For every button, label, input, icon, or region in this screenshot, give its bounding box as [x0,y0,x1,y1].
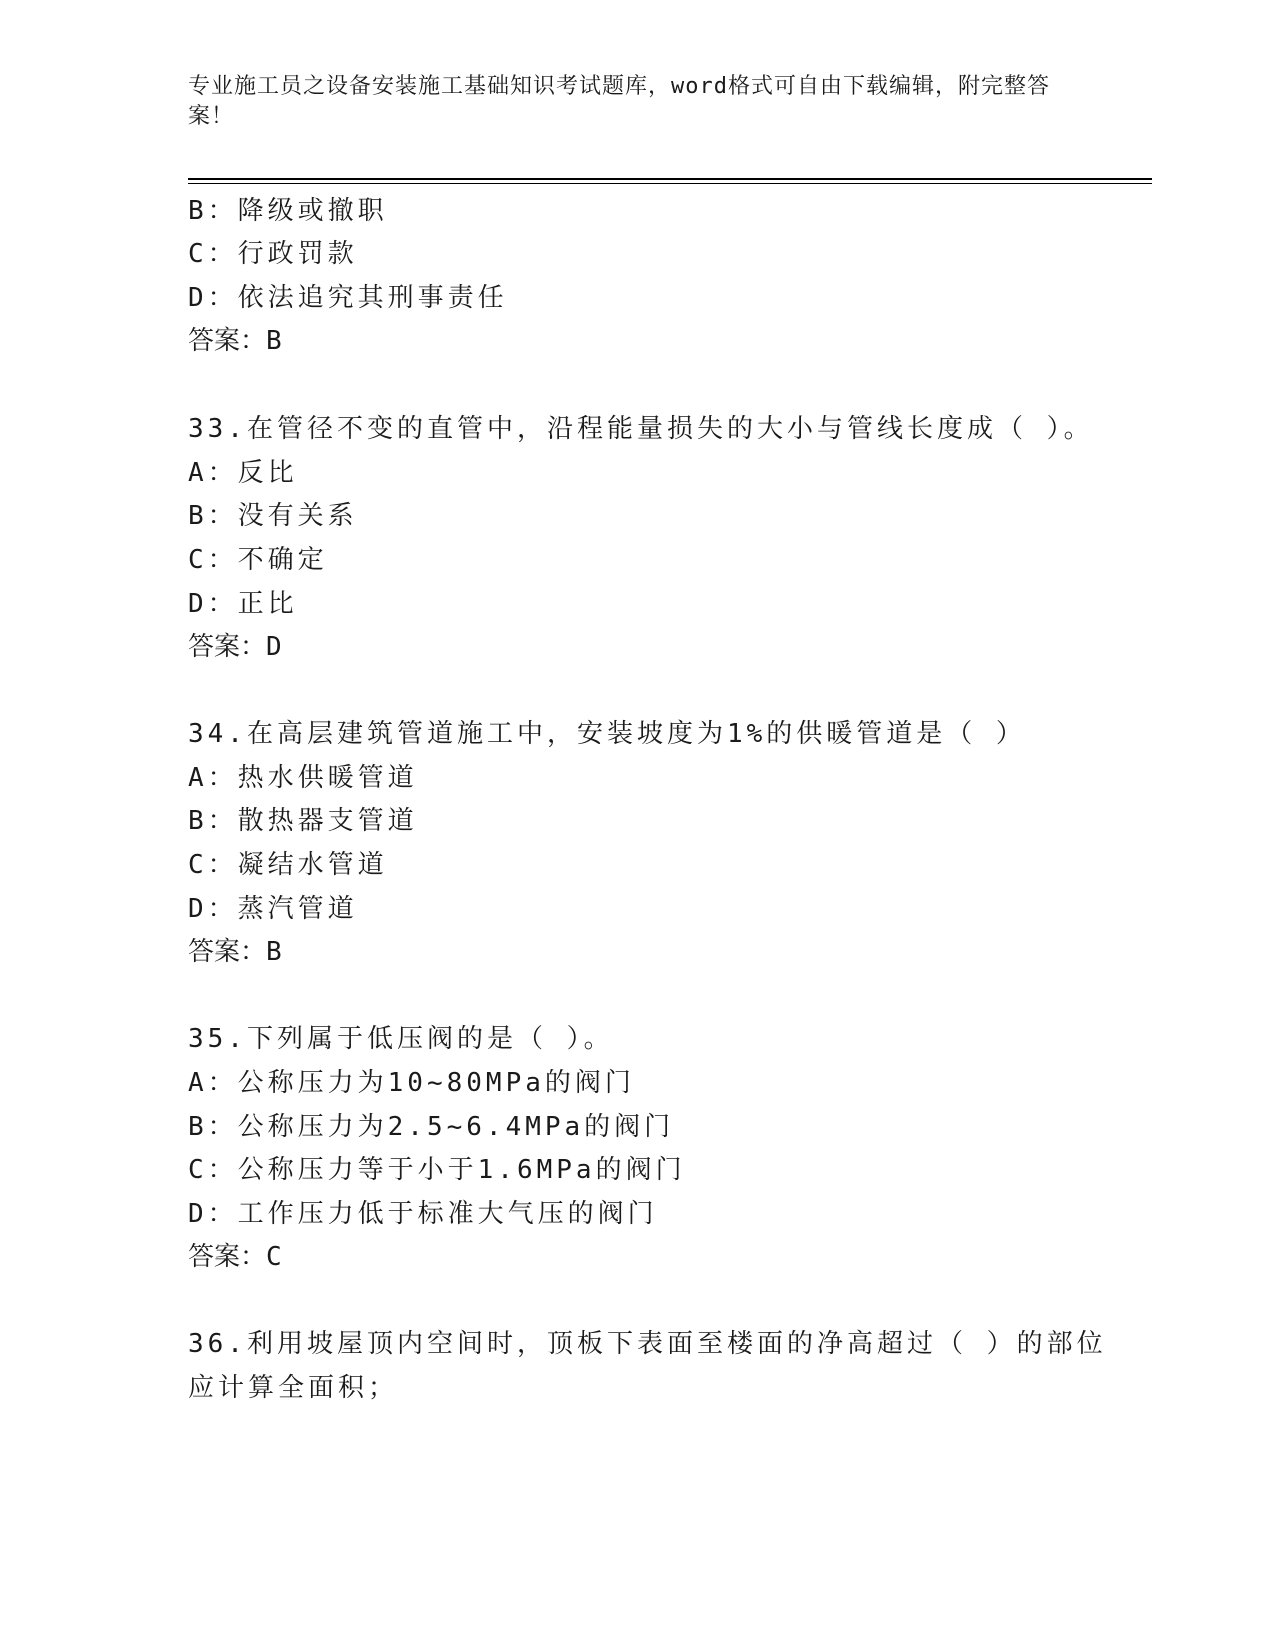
option-b: B：公称压力为2.5~6.4MPa的阀门 [188,1112,675,1142]
option-d: D：依法追究其刑事责任 [188,283,508,313]
option-d: D：正比 [188,589,298,619]
option-c: C：行政罚款 [188,239,358,269]
answer-line [188,626,283,663]
question-stem: 35.下列属于低压阀的是（ ）。 [188,1024,614,1054]
option-b: B：降级或撤职 [188,196,388,226]
question-stem-line-2: 应计算全面积； [188,1373,399,1403]
answer-value: C [266,1242,283,1272]
answer-value: B [266,326,283,356]
option-c: C：不确定 [188,545,328,575]
option-b: B：散热器支管道 [188,806,418,836]
option-d: D：蒸汽管道 [188,894,358,924]
answer-line [188,320,283,357]
question-stem: 33.在管径不变的直管中，沿程能量损失的大小与管线长度成（ ）。 [188,414,1094,444]
question-stem: 34.在高层建筑管道施工中，安装坡度为1%的供暖管道是（ ） [188,719,1026,749]
answer-line [188,931,283,968]
option-c: C：公称压力等于小于1.6MPa的阀门 [188,1155,686,1185]
answer-value: B [266,937,283,967]
answer-label: 答案： [188,1242,267,1272]
answer-value: D [266,632,283,662]
option-c: C：凝结水管道 [188,850,388,880]
question-stem-line-1: 36.利用坡屋顶内空间时，顶板下表面至楼面的净高超过（ ）的部位 [188,1329,1107,1359]
option-a: A：公称压力为10~80MPa的阀门 [188,1068,635,1098]
answer-label: 答案： [188,937,267,967]
header-divider-thick [188,178,1152,180]
answer-label: 答案： [188,632,267,662]
option-b: B：没有关系 [188,501,358,531]
answer-label: 答案： [188,326,267,356]
document-header: 专业施工员之设备安装施工基础知识考试题库，word格式可自由下载编辑，附完整答案！ [188,74,1050,129]
option-a: A：反比 [188,458,298,488]
option-d: D：工作压力低于标准大气压的阀门 [188,1199,658,1229]
answer-line [188,1236,283,1273]
option-a: A：热水供暖管道 [188,763,418,793]
header-divider-thin [188,183,1152,184]
